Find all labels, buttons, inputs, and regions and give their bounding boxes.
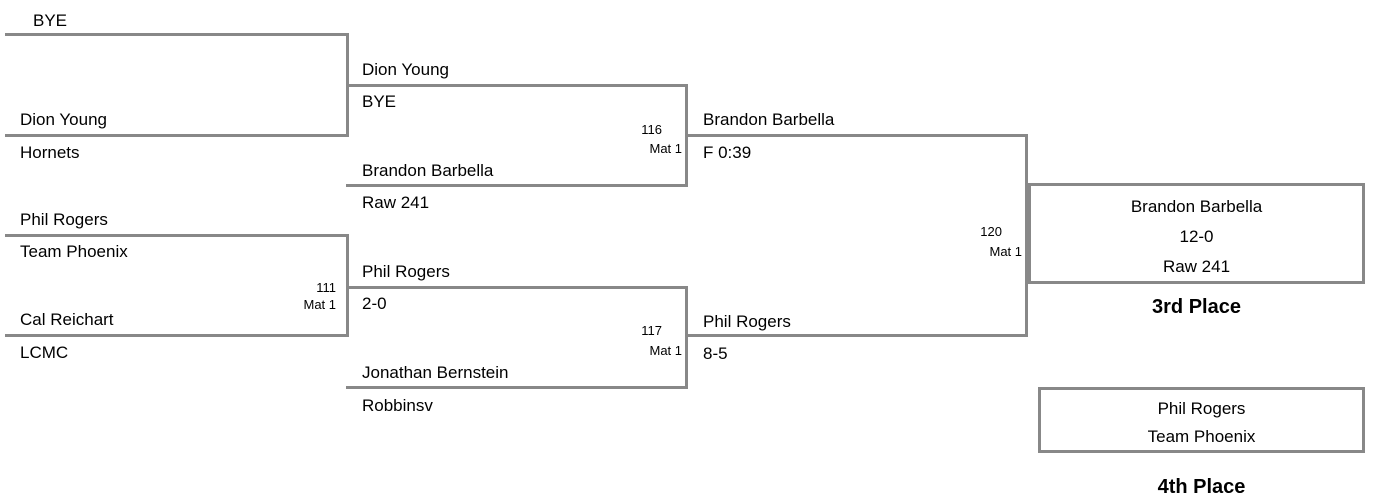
- r3-bottom-result: 8-5: [703, 344, 728, 363]
- r1m1-bottom-name: Dion Young: [20, 110, 107, 129]
- fourth-place-box: [1038, 387, 1365, 453]
- r2m2-bout-number: 117: [641, 323, 662, 338]
- r2m1-bottom-name: Brandon Barbella: [362, 161, 494, 180]
- r2m2-top-name: Phil Rogers: [362, 262, 450, 281]
- r1m2-top-name: Phil Rogers: [20, 210, 108, 229]
- r2m2-bottom-team: Robbinsv: [362, 396, 433, 415]
- r2m1-mat: Mat 1: [649, 141, 682, 156]
- r1m1-bottom-line: [5, 134, 349, 137]
- r2m2-top-line: [346, 286, 688, 289]
- r1m1-top-line: [5, 33, 349, 36]
- r2m1-bottom-team: Raw 241: [362, 193, 430, 212]
- r3-bout-number: 120: [980, 224, 1002, 239]
- third-place-result: 12-0: [1179, 227, 1214, 246]
- r2m1-top-result: BYE: [362, 92, 397, 111]
- third-place-label: 3rd Place: [1152, 296, 1241, 318]
- third-place-name: Brandon Barbella: [1130, 197, 1263, 216]
- fourth-place-label: 4th Place: [1157, 476, 1246, 498]
- fourth-place-name: Phil Rogers: [1157, 399, 1246, 418]
- r3-mat: Mat 1: [989, 244, 1022, 259]
- third-place-team: Raw 241: [1162, 257, 1231, 276]
- r2m1-bottom-line: [346, 184, 688, 187]
- r3-bottom-line: [685, 334, 1028, 337]
- r2m2-mat: Mat 1: [649, 343, 682, 358]
- r3-bottom-name: Phil Rogers: [703, 312, 791, 331]
- r2m2-bottom-line: [346, 386, 688, 389]
- r3-top-name: Brandon Barbella: [703, 110, 835, 129]
- r3-top-line: [685, 134, 1028, 137]
- fourth-place-team: Team Phoenix: [1147, 427, 1256, 446]
- r2m1-top-line: [346, 84, 688, 87]
- r1m1-bottom-team: Hornets: [20, 143, 80, 162]
- r2m2-top-result: 2-0: [362, 294, 387, 313]
- r1m2-mat: Mat 1: [303, 297, 336, 312]
- r1m2-bottom-team: LCMC: [20, 343, 69, 362]
- r1m2-bout-number: 111: [316, 280, 336, 295]
- r2m1-bout-number: 116: [641, 122, 662, 137]
- r3-top-result: F 0:39: [703, 143, 752, 162]
- r1m2-bottom-name: Cal Reichart: [20, 310, 114, 329]
- third-place-box: [1028, 183, 1365, 284]
- r1m2-bottom-line: [5, 334, 349, 337]
- r1m2-top-line: [5, 234, 349, 237]
- r1m2-top-team: Team Phoenix: [20, 242, 128, 261]
- r1m1-top-name: BYE: [33, 11, 68, 30]
- r2m2-bottom-name: Jonathan Bernstein: [362, 363, 509, 382]
- r2m2-bracket-vertical: [685, 286, 688, 389]
- r2m1-top-name: Dion Young: [362, 60, 449, 79]
